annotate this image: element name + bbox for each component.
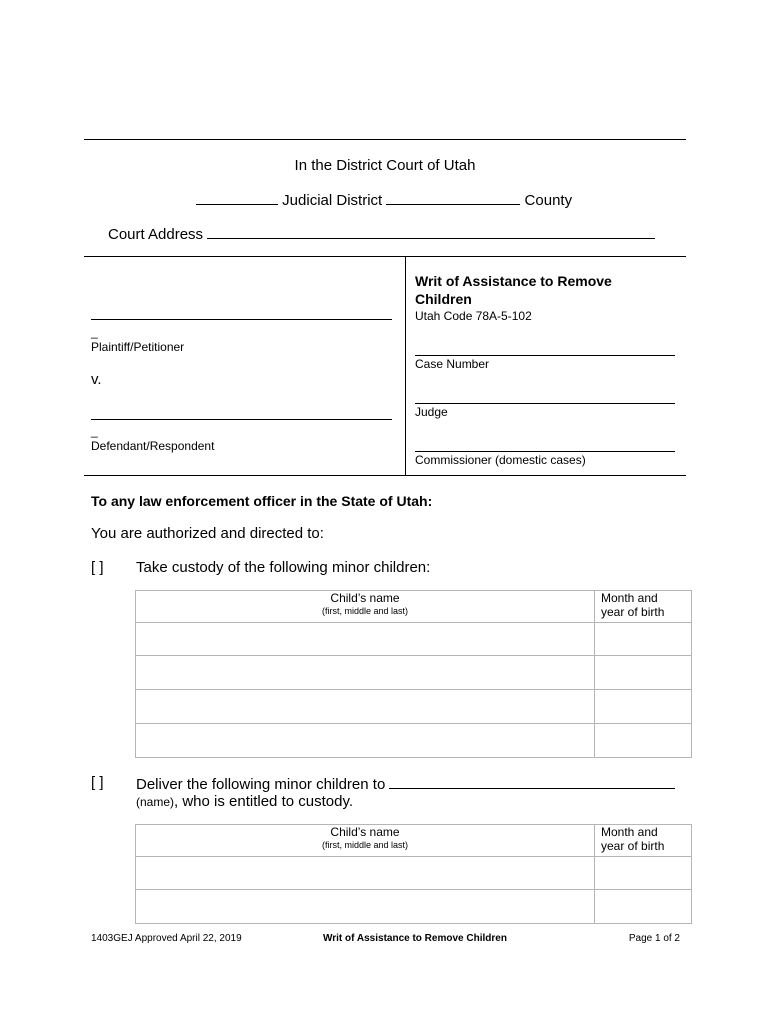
table-header-row xyxy=(136,825,692,857)
case-number-label: Case Number xyxy=(415,357,490,371)
children-table-1 xyxy=(135,590,692,758)
child-name-header xyxy=(136,825,595,857)
option2-text: Deliver the following minor children to xyxy=(136,776,386,793)
judge-blank[interactable] xyxy=(415,403,675,404)
birth-header-line-1: Month and xyxy=(601,825,658,839)
court-address-line xyxy=(108,224,655,243)
district-blank[interactable] xyxy=(196,190,278,205)
defendant-blank[interactable] xyxy=(91,419,392,420)
table-row xyxy=(136,724,692,758)
case-number-blank[interactable] xyxy=(415,355,675,356)
child-name-cell[interactable] xyxy=(136,724,595,758)
birth-cell[interactable] xyxy=(595,724,692,758)
option1-text: Take custody of the following minor children: xyxy=(136,559,431,576)
district-label: Judicial District xyxy=(282,192,383,209)
child-name-cell[interactable] xyxy=(136,656,595,690)
table-row xyxy=(136,890,692,924)
court-address-label: Court Address xyxy=(108,226,204,243)
footer-title: Writ of Assistance to Remove Children xyxy=(323,933,507,944)
defendant-mark: _ xyxy=(91,424,98,438)
authorized-text: You are authorized and directed to: xyxy=(91,525,324,542)
table-row xyxy=(136,656,692,690)
caption-bottom-rule xyxy=(84,475,686,476)
birth-cell[interactable] xyxy=(595,857,692,890)
table-header-row xyxy=(136,591,692,623)
county-blank[interactable] xyxy=(386,190,520,205)
document-title-line-2: Children xyxy=(415,291,472,307)
versus-text: v. xyxy=(91,371,102,388)
court-address-blank[interactable] xyxy=(207,224,655,239)
defendant-label: Defendant/Respondent xyxy=(91,439,215,453)
birth-cell[interactable] xyxy=(595,890,692,924)
table-row xyxy=(136,623,692,656)
code-reference: Utah Code 78A-5-102 xyxy=(415,309,532,323)
commissioner-blank[interactable] xyxy=(415,451,675,452)
option1-checkbox[interactable]: [ ] xyxy=(91,559,104,576)
birth-cell[interactable] xyxy=(595,623,692,656)
option2-line-2 xyxy=(136,793,353,810)
commissioner-label: Commissioner (domestic cases) xyxy=(415,453,586,467)
child-name-header-sub: (first, middle and last) xyxy=(321,840,409,850)
plaintiff-blank[interactable] xyxy=(91,319,392,320)
table-row xyxy=(136,690,692,724)
custodian-name-blank[interactable] xyxy=(389,774,675,789)
option2-line xyxy=(136,774,675,793)
child-name-header-label: Child’s name xyxy=(330,591,400,605)
court-title: In the District Court of Utah xyxy=(294,157,476,174)
district-county-line xyxy=(196,190,572,209)
birth-header xyxy=(595,591,692,623)
header-top-rule xyxy=(84,139,686,140)
birth-cell[interactable] xyxy=(595,656,692,690)
birth-header xyxy=(595,825,692,857)
footer-form-id: 1403GEJ Approved April 22, 2019 xyxy=(91,933,242,944)
child-name-header-sub: (first, middle and last) xyxy=(321,606,409,616)
birth-header-line-2: year of birth xyxy=(601,839,665,853)
addressee-heading: To any law enforcement officer in the State of Utah: xyxy=(91,493,433,509)
plaintiff-mark: _ xyxy=(91,325,98,339)
option2-name-hint: (name) xyxy=(136,795,175,809)
document-title-line-1: Writ of Assistance to Remove xyxy=(415,273,612,289)
caption-divider xyxy=(405,256,406,476)
child-name-header xyxy=(136,591,595,623)
child-name-header-label: Child’s name xyxy=(330,825,400,839)
children-table-2 xyxy=(135,824,692,924)
child-name-cell[interactable] xyxy=(136,890,595,924)
child-name-cell[interactable] xyxy=(136,690,595,724)
footer-page-number: Page 1 of 2 xyxy=(628,933,680,944)
county-label: County xyxy=(524,192,573,209)
birth-header-line-1: Month and xyxy=(601,591,658,605)
birth-cell[interactable] xyxy=(595,690,692,724)
option2-tail: , who is entitled to custody. xyxy=(174,793,353,810)
child-name-cell[interactable] xyxy=(136,857,595,890)
plaintiff-label: Plaintiff/Petitioner xyxy=(91,340,185,354)
option2-checkbox[interactable]: [ ] xyxy=(91,774,104,791)
table-row xyxy=(136,857,692,890)
caption-top-rule xyxy=(84,256,686,257)
birth-header-line-2: year of birth xyxy=(601,605,665,619)
child-name-cell[interactable] xyxy=(136,623,595,656)
judge-label: Judge xyxy=(415,405,448,419)
